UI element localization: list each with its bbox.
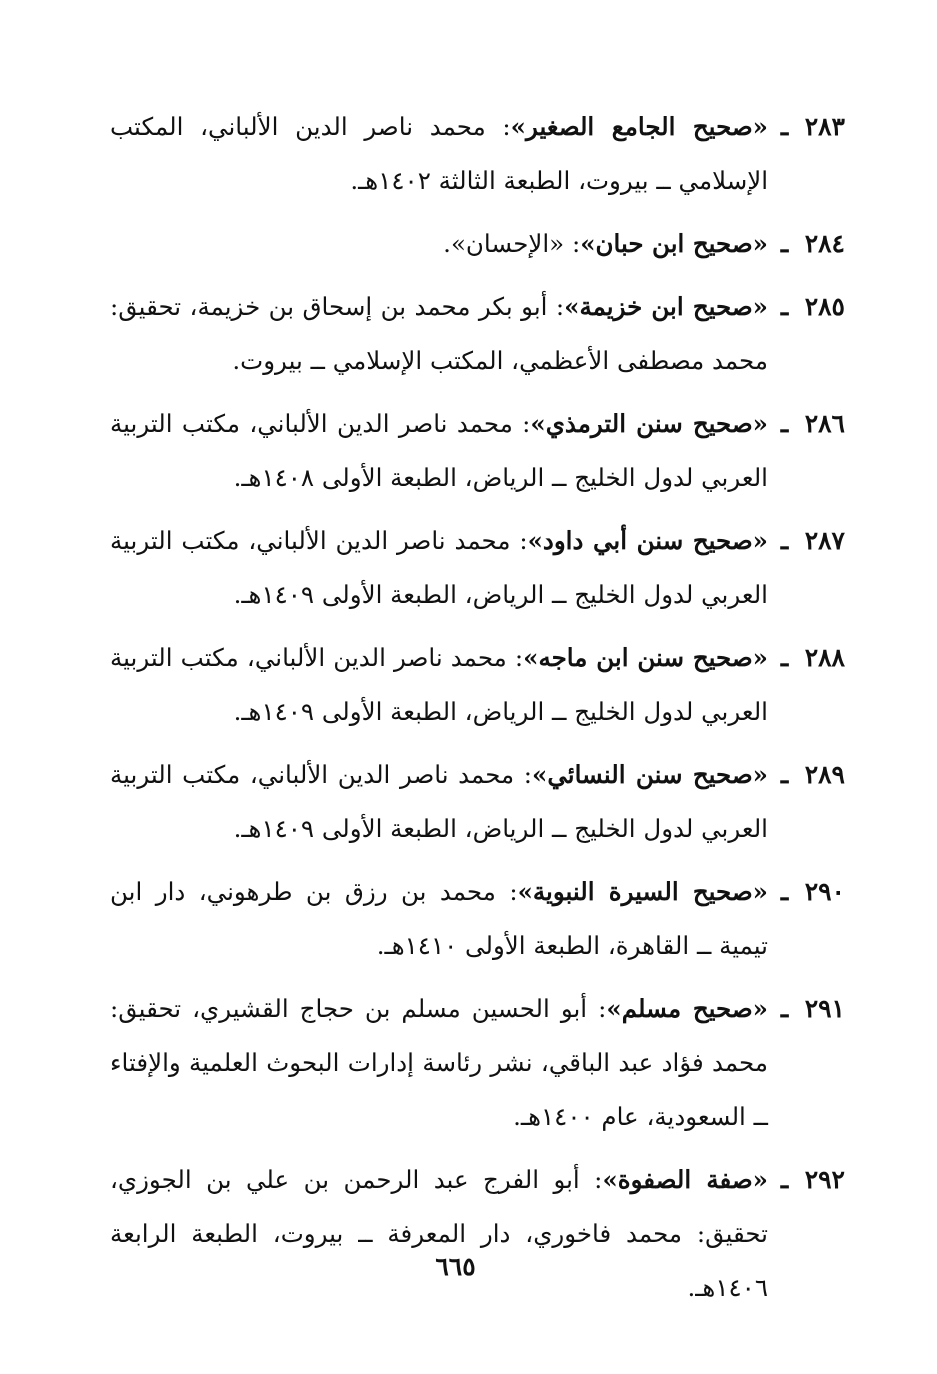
entry-number: ٢٩٢ [804,1165,845,1194]
entry-title: «صفة الصفوة» [602,1165,768,1194]
entry-number: ٢٨٤ [804,229,845,258]
entry-dash: ـ [780,760,789,789]
entry-details: : محمد ناصر الدين الألباني، مكتب التربية العربي لدول الخليج ــ الرياض، الطبعة الأولى ١٤٠٩هـ. [110,526,768,609]
entry-details: : محمد ناصر الدين الألباني، مكتب التربية العربي لدول الخليج ــ الرياض، الطبعة الأولى ١٤٠٩هـ. [110,760,768,843]
entry-text [110,631,768,739]
entry-text [110,280,768,388]
entry-dash: ـ [780,112,789,141]
entry-details: : أبو الحسين مسلم بن حجاج القشيري، تحقيق: محمد فؤاد عبد الباقي، نشر رئاسة إدارات البحوث العلمية والإفتاء ــ السعودية، عام ١٤٠٠هـ. [110,994,768,1131]
bibliography-entry-283 [110,100,845,208]
bibliography-entry-285 [110,280,845,388]
entry-number: ٢٩٠ [804,877,845,906]
entry-details: : محمد ناصر الدين الألباني، مكتب التربية العربي لدول الخليج ــ الرياض، الطبعة الأولى ١٤٠٨هـ. [110,409,768,492]
entry-dash: ـ [780,526,789,555]
entry-number: ٢٨٧ [804,526,845,555]
entry-text [110,748,768,856]
bibliography-entry-286 [110,397,845,505]
bibliography-entry-291 [110,982,845,1144]
entry-title: «صحيح مسلم» [606,994,768,1023]
entry-dash: ـ [780,994,789,1023]
entry-number: ٢٨٩ [804,760,845,789]
entry-number: ٢٩١ [804,994,845,1023]
entry-details: : محمد ناصر الدين الألباني، المكتب الإسلامي ــ بيروت، الطبعة الثالثة ١٤٠٢هـ. [110,112,768,195]
entry-number: ٢٨٦ [804,409,845,438]
entry-text [110,217,768,271]
entry-text [110,397,768,505]
bibliography-entry-292 [110,1153,845,1315]
entry-title: «صحيح سنن الترمذي» [530,409,768,438]
entry-title: «صحيح ابن خزيمة» [564,292,768,321]
entry-text [110,514,768,622]
entry-details: : «الإحسان». [443,229,581,258]
bibliography-entry-288 [110,631,845,739]
entry-text [110,100,768,208]
bibliography-entry-287 [110,514,845,622]
entry-dash: ـ [780,409,789,438]
entry-dash: ـ [780,1165,789,1194]
entry-details: : محمد بن رزق بن طرهوني، دار ابن تيمية ــ القاهرة، الطبعة الأولى ١٤١٠هـ. [110,877,768,960]
entry-dash: ـ [780,877,789,906]
entry-title: «صحيح الجامع الصغير» [510,112,768,141]
bibliography-list [110,100,845,1324]
entry-title: «صحيح سنن أبي داود» [527,526,768,555]
entry-title: «صحيح ابن حبان» [580,229,768,258]
page-number: ٦٦٥ [435,1252,476,1281]
entry-title: «صحيح سنن ابن ماجه» [523,643,768,672]
entry-dash: ـ [780,643,789,672]
bibliography-entry-289 [110,748,845,856]
entry-text [110,865,768,973]
entry-title: «صحيح السيرة النبوية» [517,877,768,906]
entry-text [110,982,768,1144]
entry-dash: ـ [780,292,789,321]
entry-number: ٢٨٣ [804,112,845,141]
entry-details: : محمد ناصر الدين الألباني، مكتب التربية العربي لدول الخليج ــ الرياض، الطبعة الأولى ١٤٠٩هـ. [110,643,768,726]
bibliography-entry-290 [110,865,845,973]
entry-details: : أبو الفرج عبد الرحمن بن علي بن الجوزي، تحقيق: محمد فاخوري، دار المعرفة ــ بيروت، الطبعة الرابعة ١٤٠٦هـ. [110,1165,768,1302]
entry-dash: ـ [780,229,789,258]
entry-title: «صحيح سنن النسائي» [532,760,768,789]
entry-text [110,1153,768,1315]
entry-number: ٢٨٨ [804,643,845,672]
entry-details: : أبو بكر محمد بن إسحاق بن خزيمة، تحقيق: محمد مصطفى الأعظمي، المكتب الإسلامي ــ بيروت. [110,292,768,375]
entry-number: ٢٨٥ [804,292,845,321]
bibliography-entry-284 [110,217,845,271]
